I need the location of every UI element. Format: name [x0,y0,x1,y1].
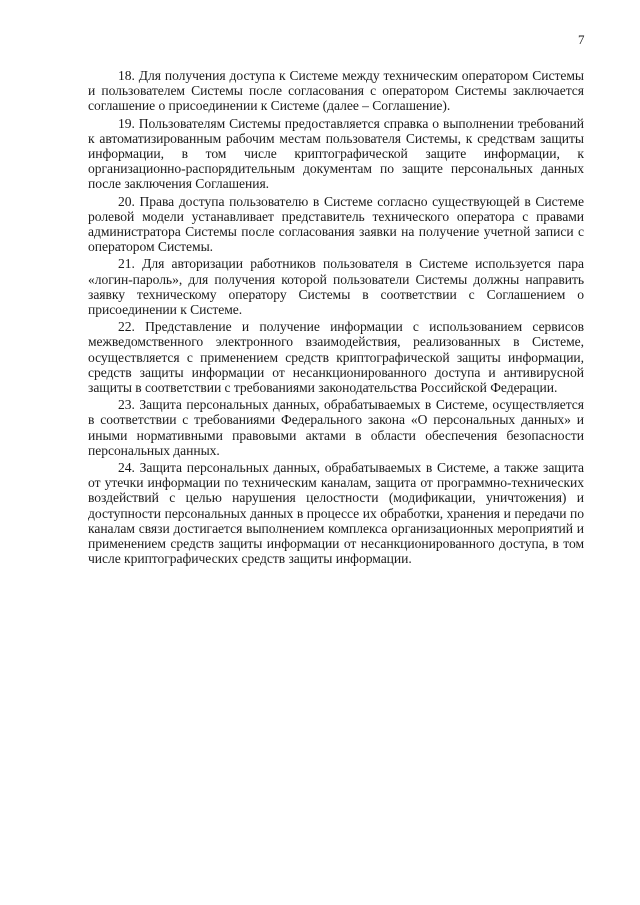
paragraph-24: 24. Защита персональных данных, обрабатываемых в Системе, а также защита от утечки информации по техническим каналам, защита от программно-технических воздействий с целью нарушения целостности (модификации, уничтожения) и доступности персональных данных в процессе их обработки, хранения и передачи по каналам связи достигается выполнением комплекса организационных мероприятий и применением средств защиты информации от несанкционированного доступа, в том числе криптографических средств защиты информации. [88,460,584,567]
paragraph-23: 23. Защита персональных данных, обрабатываемых в Системе, осуществляется в соответствии с требованиями Федерального закона «О персональных данных» и иными нормативными правовыми актами в области обеспечения безопасности персональных данных. [88,397,584,458]
page-number: 7 [578,32,585,47]
paragraph-22: 22. Представление и получение информации с использованием сервисов межведомственного электронного взаимодействия, реализованных в Системе, осуществляется с применением средств криптографической защиты информации, средств защиты информации от несанкционированного доступа и антивирусной защиты в соответствии с требованиями законодательства Российской Федерации. [88,319,584,396]
paragraph-18: 18. Для получения доступа к Системе между техническим оператором Системы и пользователем Системы после согласования с оператором Системы заключается соглашение о присоединении к Системе (далее – Соглашение). [88,68,584,114]
paragraph-19: 19. Пользователям Системы предоставляется справка о выполнении требований к автоматизированным рабочим местам пользователя Системы, к средствам защиты информации, в том числе криптографической защите информации, к организационно-распорядительным документам по защите персональных данных после заключения Соглашения. [88,115,584,192]
document-body [88,68,584,567]
paragraph-21: 21. Для авторизации работников пользователя в Системе используется пара «логин-пароль», для получения которой пользователи Системы должны направить заявку техническому оператору Системы в соответствии с Соглашением о присоединении к Системе. [88,256,584,318]
paragraph-20: 20. Права доступа пользователю в Системе согласно существующей в Системе ролевой модели устанавливает представитель технического оператора с правами администратора Системы после согласования заявки на получение учетной записи с оператором Системы. [88,193,584,255]
